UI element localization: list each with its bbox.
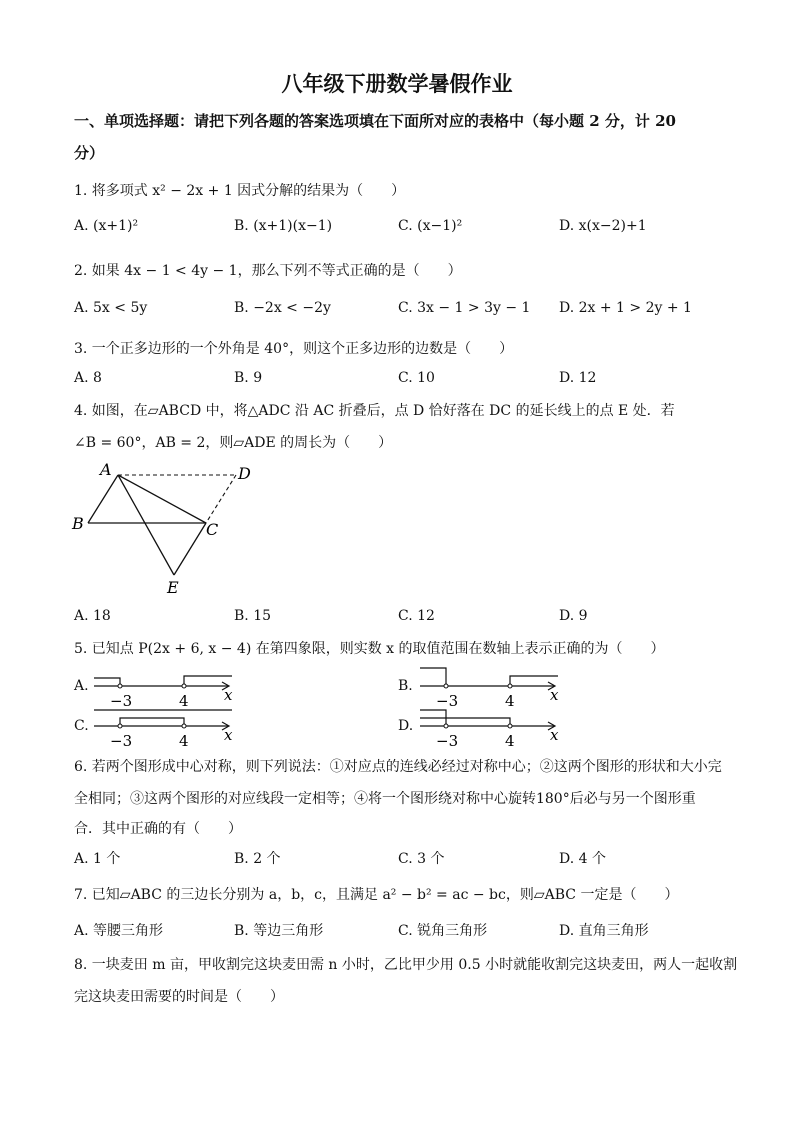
question-2-stem: 2. 如果 4x − 1 < 4y − 1，那么下列不等式正确的是（ ） <box>74 263 462 279</box>
svg-text:x: x <box>224 726 233 744</box>
section-heading-line2: 分） <box>74 144 105 162</box>
question-7-option-b: B. 等边三角形 <box>234 923 324 939</box>
svg-text:−3: −3 <box>110 732 133 750</box>
question-3-option-d: D. 12 <box>559 370 597 386</box>
question-7-option-c: C. 锐角三角形 <box>398 923 488 939</box>
number-line-c <box>88 704 248 758</box>
question-1-option-b: B. (x+1)(x−1) <box>234 218 333 234</box>
question-4-option-a: A. 18 <box>74 608 111 624</box>
question-1-option-d: D. x(x−2)+1 <box>559 218 647 234</box>
label-e: E <box>167 578 179 597</box>
label-a: A <box>100 460 112 479</box>
question-4-option-c: C. 12 <box>398 608 435 624</box>
question-1-option-a: A. (x+1)² <box>74 218 139 234</box>
label-b: B <box>72 514 84 533</box>
question-6-stem-line3: 合．其中正确的有（ ） <box>74 821 242 837</box>
question-6-option-a: A. 1 个 <box>74 851 121 867</box>
question-7-option-d: D. 直角三角形 <box>559 923 649 939</box>
question-5-option-b-label: B. <box>398 678 413 694</box>
parallelogram-figure <box>66 455 266 600</box>
question-8-stem-line1: 8. 一块麦田 m 亩，甲收割完这块麦田需 n 小时，乙比甲少用 0.5 小时就能收割完这块麦田，两人一起收割 <box>74 957 738 973</box>
question-4-option-d: D. 9 <box>559 608 588 624</box>
question-1-option-c: C. (x−1)² <box>398 218 463 234</box>
page-title: 八年级下册数学暑假作业 <box>281 71 513 96</box>
svg-text:x: x <box>550 726 559 744</box>
question-2-option-b: B. −2x < −2y <box>234 300 331 316</box>
question-2-option-d: D. 2x + 1 > 2y + 1 <box>559 300 692 316</box>
number-line-d <box>414 704 574 758</box>
svg-text:−3: −3 <box>436 732 459 750</box>
question-4-option-b: B. 15 <box>234 608 272 624</box>
svg-text:−3: −3 <box>110 692 133 710</box>
question-4-stem-line1: 4. 如图，在▱ABCD 中，将△ADC 沿 AC 折叠后，点 D 恰好落在 DC 的延长线上的点 E 处．若 <box>74 403 675 419</box>
question-6-stem-line1: 6. 若两个图形成中心对称，则下列说法：①对应点的连线必经过对称中心；②这两个图形的形状和大小完 <box>74 759 722 775</box>
question-6-stem-line2: 全相同；③这两个图形的对应线段一定相等；④将一个图形绕对称中心旋转180°后必与另一个图形重 <box>74 791 696 807</box>
question-5-option-a-label: A. <box>74 678 89 694</box>
question-2-option-c: C. 3x − 1 > 3y − 1 <box>398 300 531 316</box>
question-7-option-a: A. 等腰三角形 <box>74 923 164 939</box>
question-5-stem: 5. 已知点 P(2x + 6, x − 4) 在第四象限，则实数 x 的取值范围在数轴上表示正确的为（ ） <box>74 641 665 657</box>
label-c: C <box>206 520 219 539</box>
question-2-option-a: A. 5x < 5y <box>74 300 148 316</box>
question-6-option-b: B. 2 个 <box>234 851 281 867</box>
svg-text:x: x <box>550 686 559 704</box>
question-3-stem: 3. 一个正多边形的一个外角是 40°，则这个正多边形的边数是（ ） <box>74 341 514 357</box>
question-3-option-a: A. 8 <box>74 370 102 386</box>
segment-ab <box>88 475 118 523</box>
svg-text:4: 4 <box>179 692 189 710</box>
question-4-stem-line2: ∠B = 60°，AB = 2，则▱ADE 的周长为（ ） <box>74 435 393 451</box>
svg-text:x: x <box>224 686 233 704</box>
svg-text:4: 4 <box>505 692 515 710</box>
section-heading-line1: 一、单项选择题：请把下列各题的答案选项填在下面所对应的表格中（每小题 2 分，计 20 <box>74 112 676 130</box>
question-5-option-c-label: C. <box>74 718 89 734</box>
segment-ce <box>174 523 206 575</box>
question-1-stem: 1. 将多项式 x² − 2x + 1 因式分解的结果为（ ） <box>74 183 406 199</box>
question-3-option-b: B. 9 <box>234 370 263 386</box>
question-3-option-c: C. 10 <box>398 370 435 386</box>
question-6-option-d: D. 4 个 <box>559 851 606 867</box>
question-6-option-c: C. 3 个 <box>398 851 445 867</box>
svg-text:4: 4 <box>179 732 189 750</box>
label-d: D <box>238 464 251 483</box>
svg-text:−3: −3 <box>436 692 459 710</box>
svg-text:4: 4 <box>505 732 515 750</box>
question-7-stem: 7. 已知▱ABC 的三边长分别为 a，b，c，且满足 a² − b² = ac − bc，则▱ABC 一定是（ ） <box>74 887 679 903</box>
question-5-option-d-label: D. <box>398 718 414 734</box>
question-8-stem-line2: 完这块麦田需要的时间是（ ） <box>74 989 284 1005</box>
segment-dc-dashed <box>206 475 236 523</box>
